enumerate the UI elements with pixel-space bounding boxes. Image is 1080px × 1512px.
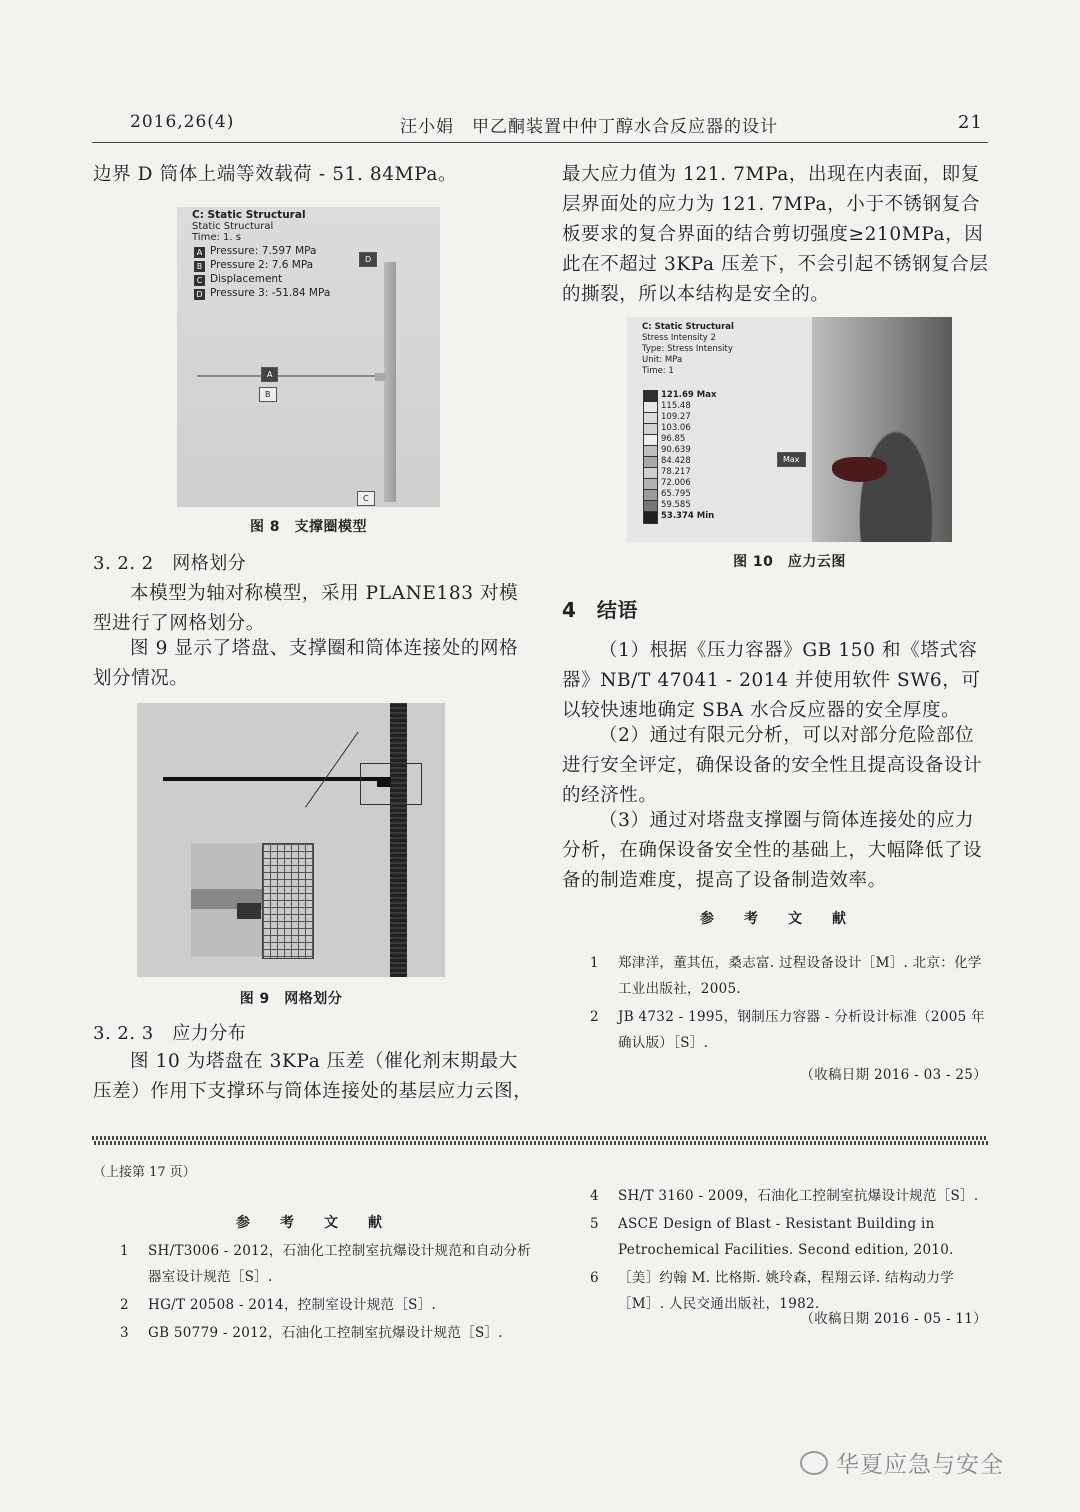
fig10-sub3: Unit: MPa (642, 355, 683, 365)
continued-references-right (590, 1183, 992, 1317)
fig10-sub1: Stress Intensity 2 (642, 333, 716, 343)
fig8-title: C: Static Structural (192, 209, 306, 221)
reference-item: 1 郑津洋，董其伍，桑志富. 过程设备设计［M］. 北京：化学工业出版社，2005. (590, 955, 982, 997)
running-title: 汪小娟 甲乙酮装置中仲丁醇水合反应器的设计 (400, 117, 778, 137)
figure-10-stress-contour (627, 317, 952, 542)
fig10-scale-label: 78.217 (661, 467, 691, 477)
reference-item: 4 SH/T 3160 - 2009，石油化工控制室抗爆设计规范［S］. (590, 1188, 979, 1204)
references-title: 参 考 文 献 (700, 911, 854, 927)
fig8-ring-joint (375, 373, 385, 381)
fig10-max-tag: Max (777, 452, 806, 467)
issue-info: 2016,26(4) (130, 112, 235, 132)
wechat-icon (800, 1451, 828, 1475)
fig10-scale-label: 65.795 (661, 489, 691, 499)
fig8-legend-a: A Pressure: 7.597 MPa (194, 245, 316, 258)
fig8-tag-c: C (357, 491, 375, 506)
fig10-scale-label: 109.27 (661, 412, 691, 422)
fig10-scale-label: 84.428 (661, 456, 691, 466)
references-list (590, 950, 992, 1056)
fig10-scale-label: 72.006 (661, 478, 691, 488)
fig8-tray-beam (197, 375, 387, 377)
fig8-tag-a: A (261, 367, 278, 382)
page-number: 21 (958, 112, 983, 133)
fig10-scale-label: 103.06 (661, 423, 691, 433)
fig10-hotspot (832, 457, 887, 482)
fig10-sub4: Time: 1 (642, 366, 674, 376)
figure-9-mesh (137, 703, 445, 977)
paragraph-3-2-2a: 本模型为轴对称模型，采用 PLANE183 对模型进行了网格划分。 (93, 583, 519, 634)
paragraph-3-2-2b: 图 9 显示了塔盘、支撑圈和筒体连接处的网格划分情况。 (93, 638, 519, 689)
left-paragraph-top: 边界 D 筒体上端等效载荷 - 51. 84MPa。 (93, 164, 458, 185)
continued-note: （上接第 17 页） (93, 1165, 196, 1180)
watermark (800, 1446, 1060, 1486)
fig8-subtitle: Static Structural (192, 221, 274, 232)
fig10-scale-label: 59.585 (661, 500, 691, 510)
fig10-title: C: Static Structural (642, 322, 734, 332)
right-paragraph-top: 最大应力值为 121. 7MPa，出现在内表面，即复层界面处的应力为 121. 7MPa，小于不锈钢复合板要求的复合界面的结合剪切强度≥210MPa，因此在不超过 3KPa 压差下，不会引起不锈钢复合层的撕裂，所以本结构是安全的。 (562, 164, 989, 305)
fig10-scale-label: 121.69 Max (661, 390, 717, 400)
fig8-caption: 图 8 支撑圈模型 (249, 519, 368, 535)
fig8-legend-d: D Pressure 3: -51.84 MPa (194, 287, 330, 300)
fig9-zoom-line (305, 732, 359, 808)
reference-item: 2 JB 4732 - 1995，钢制压力容器 - 分析设计标准（2005 年确认版）［S］. (590, 1009, 985, 1051)
fig9-tray-line (163, 777, 390, 781)
section-3-2-3-heading: 3. 2. 3 应力分布 (93, 1023, 247, 1044)
fig9-detail-ring (237, 903, 261, 919)
reference-item: 3 GB 50779 - 2012，石油化工控制室抗爆设计规范［S］. (120, 1325, 503, 1341)
fig10-caption: 图 10 应力云图 (733, 554, 846, 570)
fig8-tag-d: D (359, 252, 377, 267)
fig10-model-view (812, 317, 952, 542)
reference-item: 1 SH/T3006 - 2012，石油化工控制室抗爆设计规范和自动分析器室设计规范［S］. (120, 1243, 532, 1285)
fig8-tag-b: B (259, 387, 277, 402)
reference-item: 5 ASCE Design of Blast - Resistant Building in Petrochemical Facilities. Second edition, 2010. (590, 1216, 954, 1258)
fig8-shell-wall (384, 262, 396, 502)
conclusion-1: （1）根据《压力容器》GB 150 和《塔式容器》NB/T 47041 - 2014 并使用软件 SW6，可以较快速地确定 SBA 水合反应器的安全厚度。 (562, 640, 981, 721)
fig9-zoom-box (360, 763, 422, 805)
section-4-heading: 4 结语 (562, 598, 638, 622)
fig9-caption: 图 9 网格划分 (239, 991, 343, 1007)
continued-references-left (120, 1238, 532, 1346)
fig10-scale-label: 53.374 Min (661, 511, 715, 521)
fig10-scale-swatch (643, 511, 658, 524)
watermark-text: 华夏应急与安全 (836, 1452, 1004, 1478)
received-date: （收稿日期 2016 - 03 - 25） (800, 1067, 987, 1083)
fig8-time: Time: 1. s (192, 232, 241, 243)
section-3-2-2-heading: 3. 2. 2 网格划分 (93, 553, 247, 574)
section-separator (92, 1136, 988, 1146)
fig10-scale-label: 90.639 (661, 445, 691, 455)
fig9-shell-mesh (390, 703, 407, 977)
reference-item: 6 ［美］约翰 M. 比格斯. 姚玲森，程翔云译. 结构动力学［M］. 人民交通出版社，1982. (590, 1270, 955, 1312)
fig8-legend-c: C Displacement (194, 273, 282, 286)
conclusion-2: （2）通过有限元分析，可以对部分危险部位进行安全评定，确保设备的安全性且提高设备设计的经济性。 (562, 725, 983, 806)
fig9-detail-mesh (262, 843, 314, 959)
conclusion-3: （3）通过对塔盘支撑圈与筒体连接处的应力分析，在确保设备安全性的基础上，大幅降低了设备的制造难度，提高了设备制造效率。 (562, 810, 983, 891)
paragraph-3-2-3: 图 10 为塔盘在 3KPa 压差（催化剂末期最大压差）作用下支撑环与筒体连接处的基层应力云图， (93, 1051, 533, 1102)
continued-references-title: 参 考 文 献 (236, 1215, 390, 1231)
fig8-legend-b: B Pressure 2: 7.6 MPa (194, 259, 313, 272)
fig10-scale-label: 115.48 (661, 401, 691, 411)
fig10-sub2: Type: Stress Intensity (642, 344, 733, 354)
reference-item: 2 HG/T 20508 - 2014，控制室设计规范［S］. (120, 1297, 437, 1313)
fig10-scale-label: 96.85 (661, 434, 686, 444)
figure-8-support-ring-model (177, 207, 440, 507)
continued-received-date: （收稿日期 2016 - 05 - 11） (800, 1311, 987, 1327)
header-rule (92, 142, 988, 143)
